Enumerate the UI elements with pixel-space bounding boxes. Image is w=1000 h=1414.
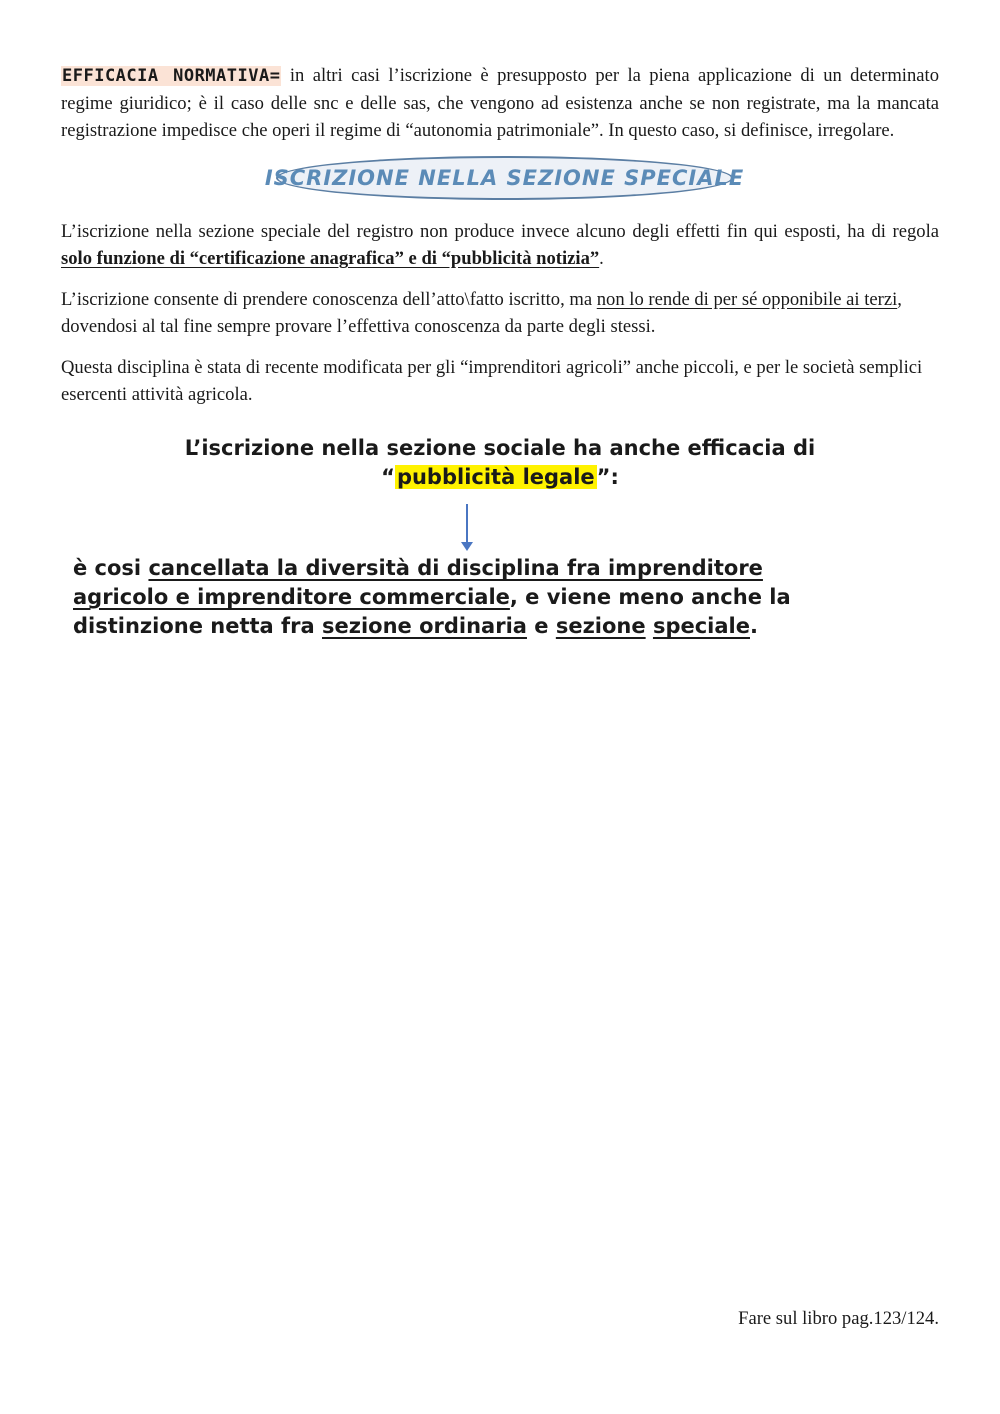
para2-text: L’iscrizione consente di prendere conoscenza dell’atto\fatto iscritto, ma — [61, 289, 597, 310]
opponibilita-paragraph — [61, 286, 939, 340]
banner-title: ISCRIZIONE NELLA SEZIONE SPECIALE — [264, 166, 745, 190]
note-heading-line2 — [61, 463, 939, 492]
note-body-start: è cosi — [73, 556, 149, 580]
document-page — [61, 62, 939, 654]
note-underline-4: speciale — [652, 614, 750, 638]
down-arrow-icon — [466, 504, 468, 544]
efficacia-normativa-text: in altri casi l’iscrizione è presupposto per la piena applicazione di un determinato regime giuridico; è il caso delle snc e delle sas, che vengono ad esistenza anche se non registrate, ma la mancata registrazione impedisce che operi il regime di “autonomia patrimoniale”. In questo caso, si definisce, irregolare. — [61, 65, 939, 141]
banner-ellipse — [264, 156, 745, 200]
efficacia-normativa-term: EFFICACIA NORMATIVA= — [62, 66, 281, 86]
note-body — [73, 554, 833, 641]
pubblicita-legale-highlight: pubblicità legale — [396, 465, 595, 489]
note-body-end: . — [750, 614, 758, 638]
handwritten-note — [61, 434, 939, 654]
note-underline-3: sezione — [555, 614, 646, 638]
note-underline-2: sezione ordinaria — [322, 614, 527, 638]
quote-open: “ — [381, 465, 395, 489]
note-underline-1: cancellata la diversità di disciplina fra imprenditore agricolo e imprenditore commerciale — [73, 556, 763, 609]
note-heading — [61, 434, 939, 492]
efficacia-normativa-paragraph — [61, 62, 939, 144]
para1-emphasis: solo funzione di “certificazione anagrafica” e di “pubblicità notizia” — [61, 248, 600, 269]
para1-text: L’iscrizione nella sezione speciale del registro non produce invece alcuno degli effetti fin qui esposti, ha di regola — [61, 221, 939, 242]
disciplina-paragraph: Questa disciplina è stata di recente modificata per gli “imprenditori agricoli” anche piccoli, e per le società semplici esercenti attività agricola. — [61, 357, 923, 405]
page-footer: Fare sul libro pag.123/124. — [738, 1308, 939, 1329]
para2-underlined: non lo rende di per sé opponibile ai terzi — [596, 289, 898, 310]
arrow-head-icon — [461, 542, 473, 551]
section-banner — [61, 148, 939, 212]
quote-close: ”: — [596, 465, 619, 489]
note-heading-line1: L’iscrizione nella sezione sociale ha anche efficacia di — [184, 436, 816, 460]
para2-end: , dovendosi al tal fine sempre provare l’effettiva conoscenza da parte degli stessi. — [61, 289, 902, 337]
para1-end: . — [599, 248, 604, 269]
note-body-and: e — [526, 614, 556, 638]
note-body-mid: , e viene meno anche la distinzione netta fra — [73, 585, 791, 638]
note-body-space — [646, 614, 653, 638]
sezione-speciale-paragraph — [61, 218, 939, 272]
